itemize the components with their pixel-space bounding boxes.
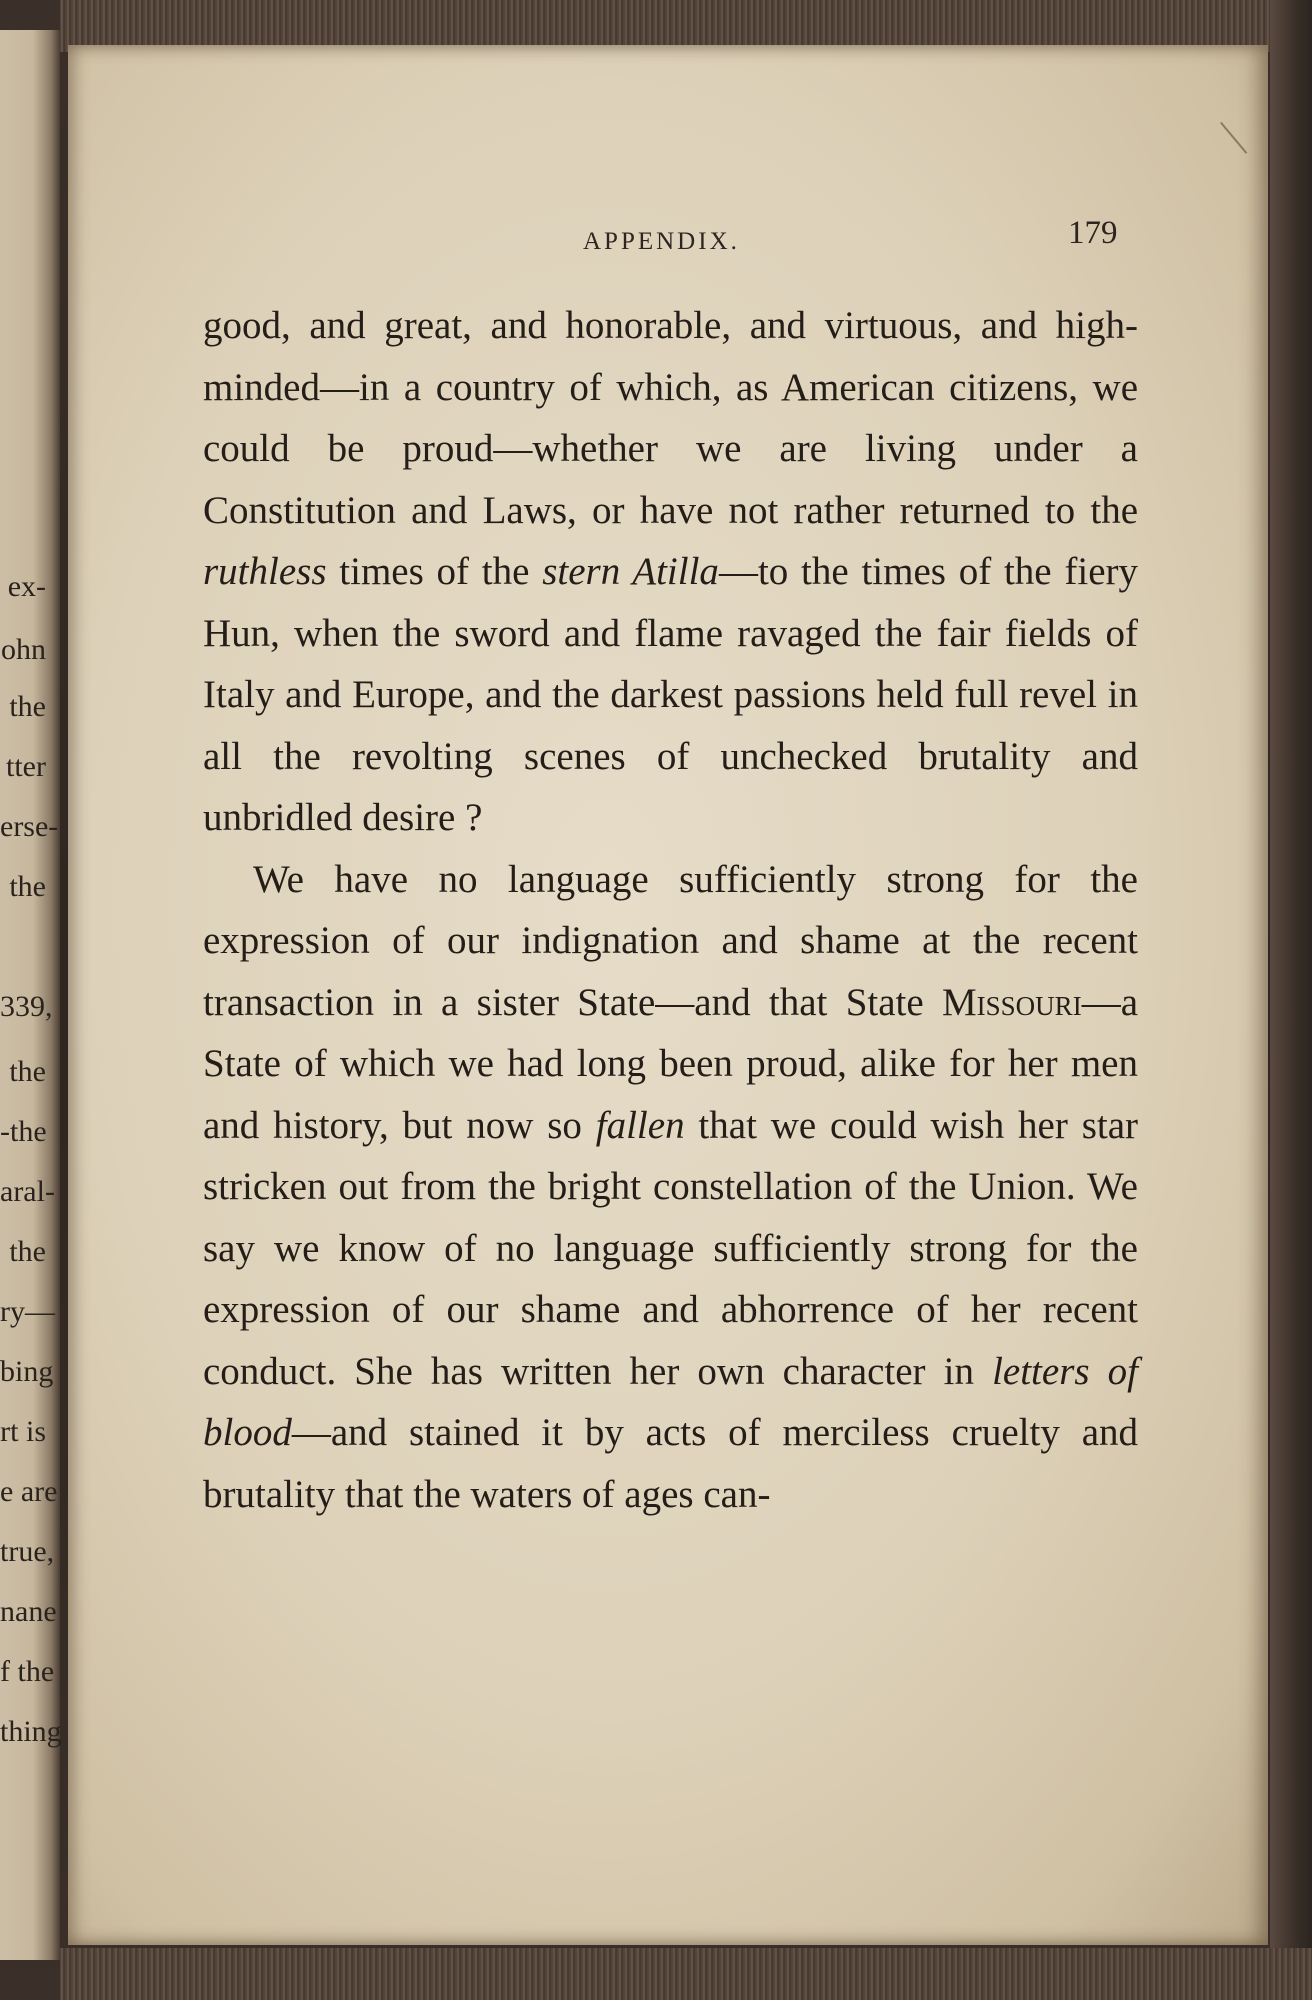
facing-page-fragment: 339,: [0, 990, 53, 1023]
facing-page-fragment: e are: [0, 1475, 58, 1508]
facing-page-fragment: rt is: [0, 1415, 46, 1448]
facing-page-fragment: bing: [0, 1355, 54, 1388]
facing-page-fragment: aral-: [0, 1175, 55, 1208]
italic-run: fallen: [595, 1103, 685, 1147]
facing-page-fragment: tter: [6, 750, 46, 783]
book-page: [68, 45, 1268, 1945]
facing-page-fragment: the: [9, 870, 46, 903]
facing-page-fragment: erse-: [0, 810, 59, 843]
cover-edge-bottom: [60, 1948, 1312, 2000]
facing-page-fragment: f the: [0, 1655, 55, 1688]
paragraph-2: [203, 849, 1138, 1526]
small-caps-run: Missouri: [941, 980, 1082, 1024]
facing-page-fragment: -the: [0, 1115, 47, 1148]
cover-edge-right: [1270, 0, 1312, 2000]
text-run: —a State of which we had long been proud, alike for her men and history, but now so: [203, 980, 1138, 1147]
facing-page-fragment: ohn: [1, 633, 46, 666]
facing-page-fragment: the: [9, 1235, 46, 1268]
facing-page-fragment: ry—: [0, 1295, 55, 1328]
facing-page-fragment: the: [9, 690, 46, 723]
page-number: 179: [1068, 215, 1118, 251]
facing-page-edge: [0, 30, 60, 1960]
facing-page-fragment: true,: [0, 1535, 55, 1568]
facing-page-fragment: thing: [0, 1715, 62, 1748]
running-head: APPENDIX.: [583, 228, 740, 255]
text-run: We have no language sufficiently strong for the expression of our indignation and shame at the recent transaction in a sister State—and that State: [203, 857, 1138, 1024]
italic-run: ruthless: [203, 550, 327, 593]
text-run: —to the times of the fiery Hun, when the sword and flame ravaged the fair fields of Italy and Europe, and the darkest passions held full revel in all the revolting scenes of unchecked brutality and unbridled desire ?: [203, 550, 1138, 839]
facing-page-fragment: nane: [0, 1595, 57, 1628]
body-text: [203, 295, 1138, 1525]
facing-page-fragment: the: [9, 1055, 46, 1088]
facing-page-fragment: ex-: [7, 570, 46, 603]
text-run: times of the: [326, 550, 543, 593]
text-run: that we could wish her star stricken out from the bright constellation of the Union. We say we know of no language sufficiently strong for the expression of our shame and abhorrence of her recent conduct. She has written her own character in: [203, 1103, 1139, 1393]
italic-run: letters of blood: [203, 1349, 1138, 1454]
text-run: —and stained it by acts of merciless cruelty and brutality that the waters of ages can-: [203, 1411, 1138, 1516]
text-run: good, and great, and honorable, and virtuous, and high-minded—in a country of which, as American citizens, we could be proud—whether we are living under a Constitution and Laws, or have not rather returned to the: [203, 304, 1138, 532]
paragraph-1: [203, 295, 1138, 849]
italic-run: stern Atilla: [542, 550, 719, 593]
